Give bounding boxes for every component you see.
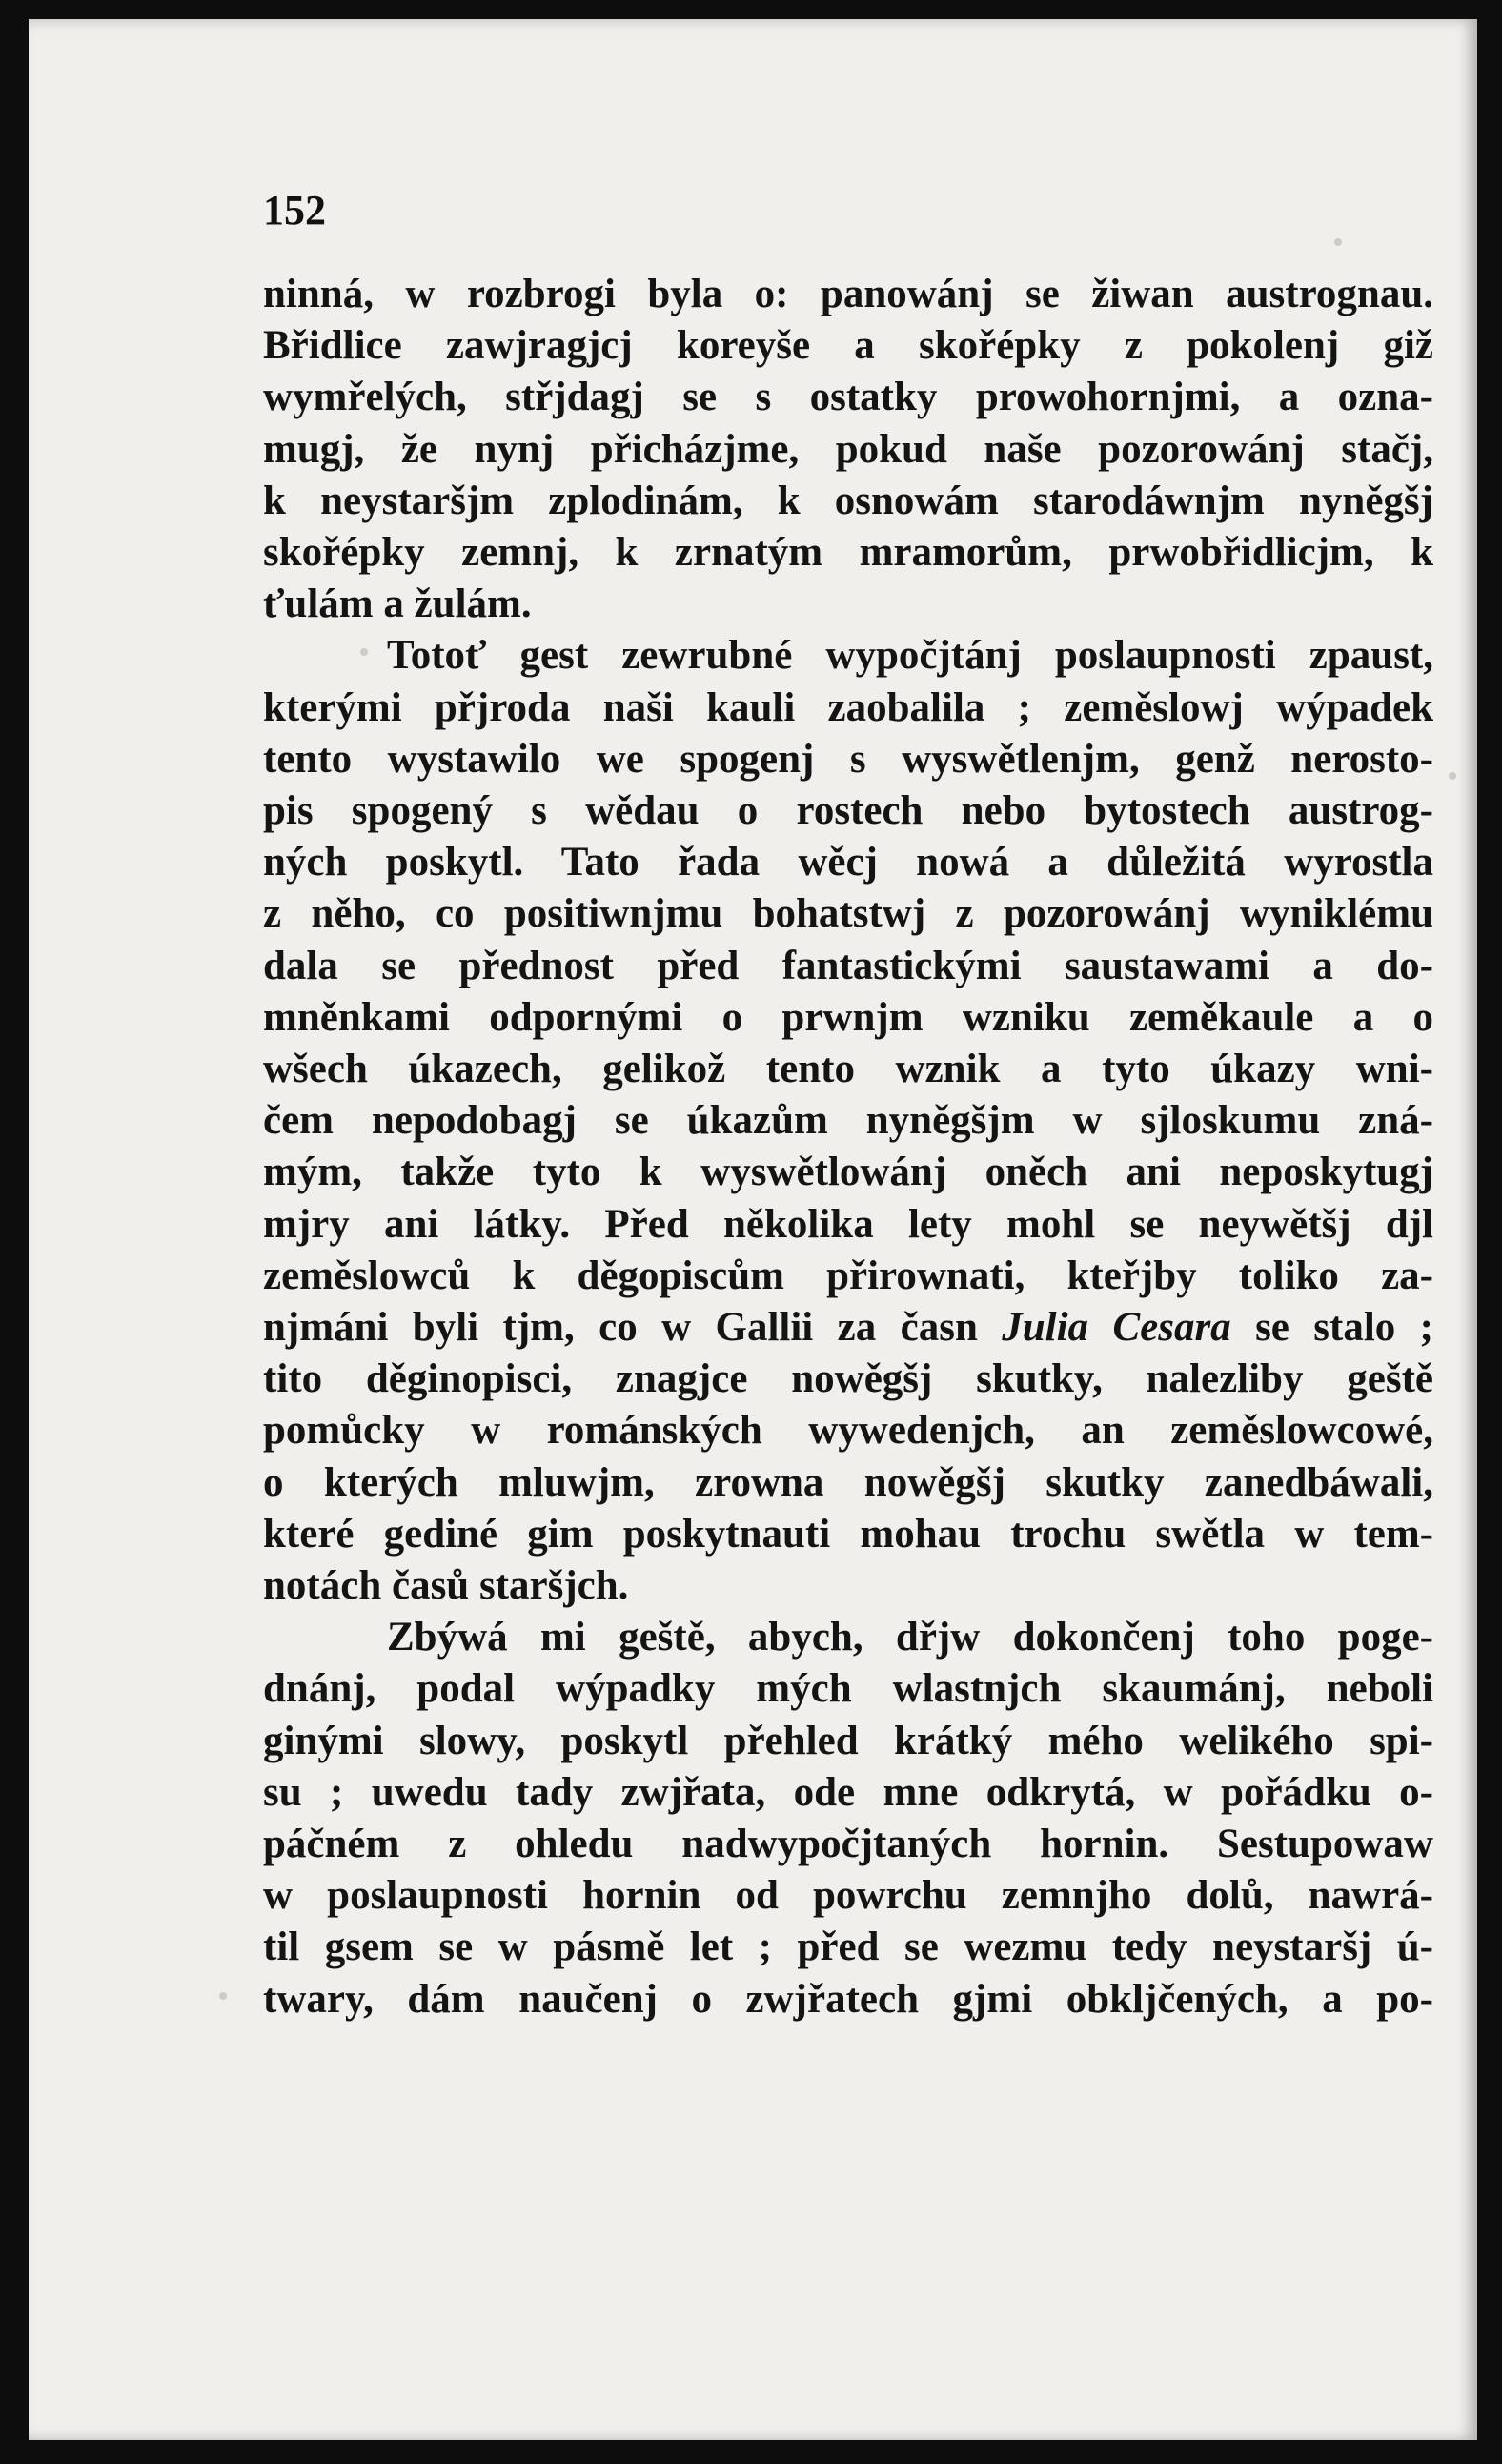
text-line: wšech úkazech, gelikož tento wznik a tyto úkazy wni-: [263, 1047, 1433, 1091]
text-line: čem nepodobagj se úkazům nyněgšjm w sjloskumu zná-: [263, 1098, 1433, 1144]
text-line: zeměslowců k děgopiscům přirownati, kteřjby toliko za-: [263, 1252, 1433, 1298]
text-line: pomůcky w románských wywedenjch, an zeměslowcowé,: [263, 1408, 1433, 1454]
text-line: mněnkami odpornými o prwnjm wzniku zeměkaule a o: [263, 994, 1433, 1040]
text-line: tito děginopisci, znagjce nowěgšj skutky, nalezliby geště: [263, 1356, 1433, 1402]
text-line: ninná, w rozbrogi byla o: panowánj se žiwan austrognau.: [263, 272, 1433, 316]
text-line: Totoť gest zewrubné wypočjtánj poslaupnosti zpaust,: [387, 633, 1433, 679]
text-line: ných poskytl. Tato řada wěcj nowá a důležitá wyrostla: [263, 840, 1433, 886]
text-line: z něho, co positiwnjmu bohatstwj z pozorowánj wyniklému: [263, 891, 1433, 937]
text-line: su ; uwedu tady zwjřata, ode mne odkrytá, w pořádku o-: [263, 1769, 1433, 1815]
text-line: w poslaupnosti hornin od powrchu zemnjho dolů, nawrá-: [263, 1873, 1433, 1919]
text-line: wymřelých, střjdagj se s ostatky prowohornjmi, a ozna-: [263, 375, 1433, 420]
text-line: dala se přednost před fantastickými saustawami a do-: [263, 943, 1433, 988]
text-line: Zbýwá mi geště, abych, dřjw dokončenj toho poge-: [387, 1615, 1433, 1660]
paper-speck: [1449, 772, 1456, 780]
paper-speck: [360, 648, 368, 656]
text-line: které gediné gim poskytnauti mohau trochu swětla w tem-: [263, 1511, 1433, 1557]
text-line: pis spogený s wědau o rostech nebo bytostech austrog-: [263, 788, 1433, 833]
text-line: tento wystawilo we spogenj s wyswětlenjm, genž nerosto-: [263, 736, 1433, 782]
text-line: kterými přjroda naši kauli zaobalila ; zeměslowj wýpadek: [263, 684, 1433, 730]
paper-speck: [1334, 238, 1342, 246]
text-line: o kterých mluwjm, zrowna nowěgšj skutky zanedbáwali,: [263, 1459, 1433, 1505]
text-line: k neystaršjm zplodinám, k osnowám starodáwnjm nyněgšj: [263, 478, 1433, 523]
text-line: ťulám a žulám.: [263, 581, 532, 627]
text-line: til gsem se w pásmě let ; před se wezmu tedy neystaršj ú-: [263, 1924, 1433, 1970]
text-line: Břidlice zawjragjcj koreyše a skořépky z pokolenj giž: [263, 323, 1433, 369]
paper-speck: [219, 1992, 227, 2000]
text-line: páčném z ohledu nadwypočjtaných hornin. Sestupowaw: [263, 1822, 1433, 1866]
text-line: dnánj, podal wýpadky mých wlastnjch skaumánj, neboli: [263, 1666, 1433, 1712]
text-line: mjry ani látky. Před několika lety mohl se neywětšj djl: [263, 1201, 1433, 1247]
text-line: notách časů staršjch.: [263, 1563, 629, 1608]
page-number: 152: [263, 187, 326, 234]
book-page: [29, 19, 1477, 2440]
text-line: skořépky zemnj, k zrnatým mramorům, prwobřidlicjm, k: [263, 530, 1433, 575]
text-line: twary, dám naučenj o zwjřatech gjmi obkljčených, a po-: [263, 1976, 1433, 2022]
text-line: mým, takže tyto k wyswětlowánj oněch ani neposkytugj: [263, 1150, 1433, 1195]
text-line: ginými slowy, poskytl přehled krátký mého welikého spi-: [263, 1718, 1433, 1763]
text-line: mugj, že nynj přicházjme, pokud naše pozorowánj stačj,: [263, 426, 1433, 472]
text-line: njmáni byli tjm, co w Gallii za časn Julia Cesara se stalo ;: [263, 1305, 1433, 1350]
